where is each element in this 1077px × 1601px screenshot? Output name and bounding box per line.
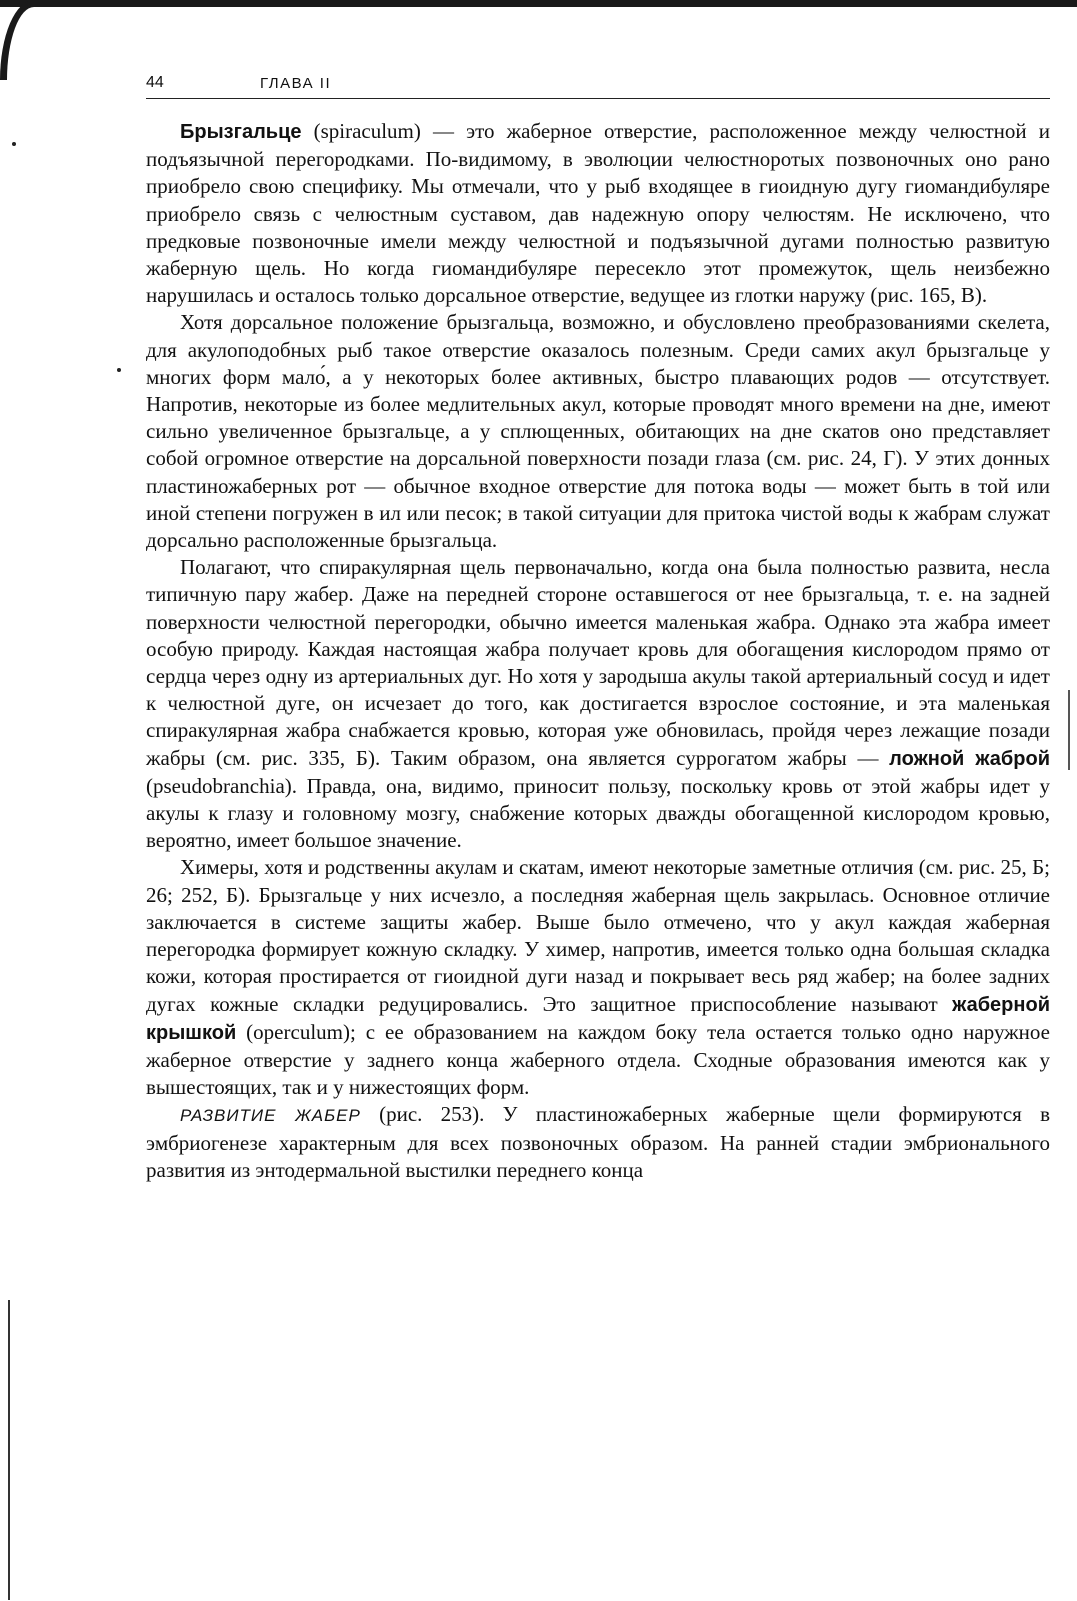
scan-border-corner — [0, 0, 34, 80]
paragraph-text: Хотя дорсальное положение брызгальца, возможно, и обусловлено преобразованиями скелета, для акулоподобных рыб такое отверстие оказалось полезным. Среди самих акул брызгальце у многих форм мало́, а у некоторых более активных, быстро плавающих родов — отсутствует. Напротив, некоторые из более медлительных акул, которые проводят много времени на дне, имеют сильно увеличенное брызгальце, а у сплющенных, обитающих на дне скатов оно представляет собой огромное отверстие на дорсальной поверхности позади глаза (см. рис. 24, Г). У этих донных пластиножаберных рот — обычное входное отверстие для потока воды — может быть в той или иной степени погружен в ил или песок; в такой ситуации для притока чистой воды к жабрам служат дорсально расположенные брызгальца. — [146, 310, 1050, 553]
chapter-title: ГЛАВА II — [260, 75, 332, 92]
term-spiraculum: Брызгальце — [180, 121, 302, 143]
term-operculum: жаберной крышкой — [146, 993, 1050, 1044]
scan-border-top — [0, 0, 1077, 7]
paragraph-text: Химеры, хотя и родственны акулам и скатам, имеют некоторые заметные отличия (см. рис. 25, Б; 26; 252, Б). Брызгальце у них исчезло, а последняя жаберная щель закрылась. Основное отличие заключается в системе защиты жабер. Выше было отмечено, что у акул каждая жаберная перегородка формирует кожную складку. У химер, напротив, имеется только одна большая складка кожи, которая простирается от гиоидной дуги назад и покрывает весь ряд жабер; на более задних дугах кожные складки редуцировались. Это защитное приспособление называют — [146, 855, 1050, 1016]
scan-margin-line-left — [8, 1300, 10, 1600]
paragraph-gill-development — [146, 1101, 1050, 1184]
paragraph-text: (рис. 253). У пластиножаберных жаберные щели формируются в эмбриогенезе характерным для всех позвоночных образом. На ранней стадии эмбрионального развития из энтодермальной выстилки переднего конца — [146, 1102, 1050, 1182]
paragraph-text: (pseudobranchia). Правда, она, видимо, приносит пользу, поскольку кровь от этой жабры идет у акулы к глазу и головному мозгу, снабжение которых дважды обогащенной кислородом кровью, вероятно, имеет большое значение. — [146, 773, 1050, 853]
paragraph-text: Полагают, что спиракулярная щель первоначально, когда она была полностью развита, несла типичную пару жабер. Даже на передней стороне оставшегося от нее брызгальца, т. е. на задней поверхности челюстной перегородки, обычно имеется маленькая жабра. Однако эта жабра имеет особую природу. Каждая настоящая жабра получает кровь для обогащения кислородом прямо от сердца через одну из артериальных дуг. Но хотя у зародыша акулы такой артериальный сосуд и идет к челюстной дуге, он исчезает до того, как достигается взрослое состояние, и эта маленькая спиракулярная жабра снабжается кровью, которая уже обновилась, пройдя через лежащие позади жабры (см. рис. 335, Б). Таким образом, она является суррогатом жабры — — [146, 555, 1050, 770]
paragraph-text: (operculum); с ее образованием на каждом боку тела остается только одно наружное жаберное отверстие у заднего конца жаберного отдела. Сходные образования имеются как у вышестоящих, так и у нижестоящих форм. — [146, 1019, 1050, 1100]
section-title: РАЗВИТИЕ ЖАБЕР — [180, 1106, 361, 1126]
scan-margin-line-right — [1068, 690, 1070, 770]
paragraph-chimaeras — [146, 854, 1050, 1101]
term-pseudobranchia: ложной жаброй — [889, 747, 1050, 770]
paragraph-dorsal-position — [146, 309, 1050, 554]
paragraph-spiraculum — [146, 118, 1050, 309]
paragraph-pseudobranchia — [146, 554, 1050, 854]
running-header — [146, 74, 1050, 99]
scan-speck — [117, 368, 121, 372]
scan-speck — [12, 142, 16, 146]
page-number: 44 — [146, 74, 164, 91]
paragraph-text: (spiraculum) — это жаберное отверстие, расположенное между челюстной и подъязычной перегородками. По-видимому, в эволюции челюстноротых позвоночных оно рано приобрело свою специфику. Мы отмечали, что у рыб входящее в гиоидную дугу гиомандибуляре приобрело связь с челюстным суставом, дав надежную опору челюстям. Не исключено, что предковые позвоночные имели между челюстной и подъязычной дугами полностью развитую жаберную щель. Но когда гиомандибуляре пересекло этот промежуток, щель неизбежно нарушилась и осталось только дорсальное отверстие, ведущее из глотки наружу (рис. 165, В). — [146, 119, 1050, 308]
body-text — [146, 118, 1050, 1184]
